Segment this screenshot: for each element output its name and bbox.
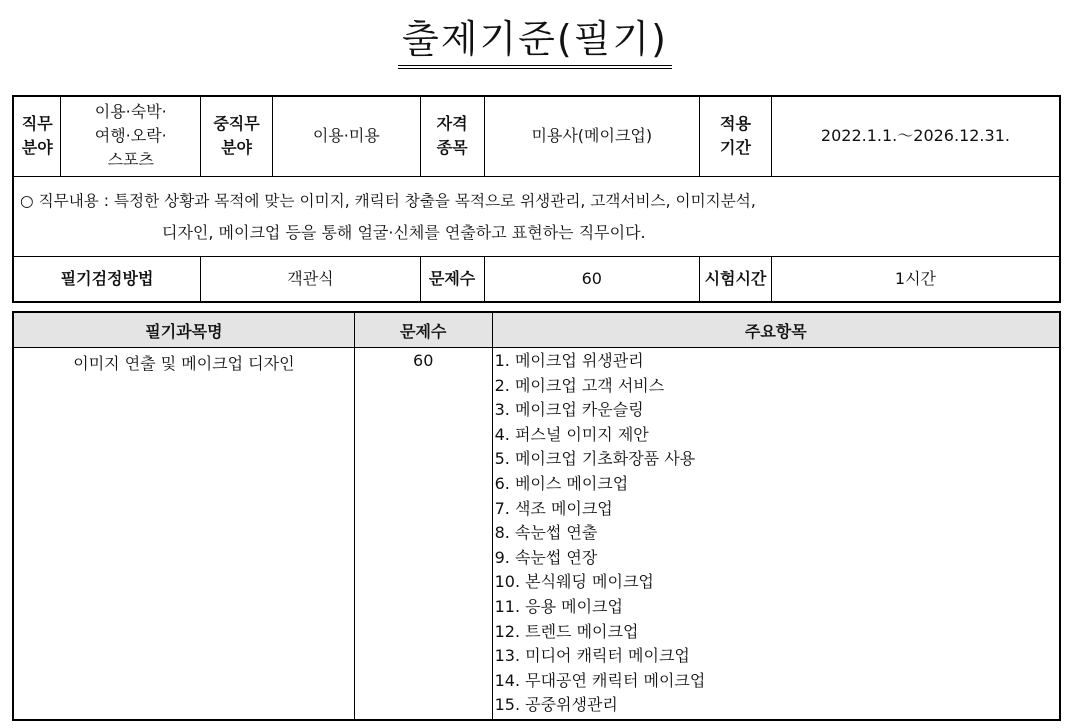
exam-time-label: 시험시간 (700, 256, 772, 302)
main-items-header: 주요항목 (492, 312, 1060, 348)
list-item: 4. 퍼스널 이미지 제안 (494, 424, 649, 444)
list-item: 15. 공중위생관리 (494, 695, 618, 715)
list-item: 8. 속눈썹 연출 (494, 523, 598, 543)
list-item: 5. 메이크업 기초화장품 사용 (494, 449, 696, 469)
list-item: 3. 메이크업 카운슬링 (494, 400, 644, 420)
question-count-header: 문제수 (354, 312, 492, 348)
list-item: 14. 무대공연 캐릭터 메이크업 (494, 670, 706, 690)
job-description-line-1: ○ 직무내용 : 특정한 상황과 목적에 맞는 이미지, 캐릭터 창출을 목적으로 위생관리, 고객서비스, 이미지분석, (20, 192, 756, 210)
list-item: 9. 속눈썹 연장 (494, 547, 598, 567)
subject-name-header: 필기과목명 (13, 312, 354, 348)
subject-table (12, 311, 1061, 721)
question-count-value: 60 (484, 256, 700, 302)
exam-time-value: 1시간 (771, 256, 1060, 302)
list-item: 13. 미디어 캐릭터 메이크업 (494, 646, 690, 666)
question-count-label: 문제수 (420, 256, 484, 302)
main-items-list (492, 348, 1060, 720)
mid-field-label: 중직무 분야 (201, 96, 273, 176)
list-item: 11. 응용 메이크업 (494, 596, 623, 616)
qualification-value: 미용사(메이크업) (484, 96, 700, 176)
period-value: 2022.1.1.～2026.12.31. (771, 96, 1060, 176)
subject-name: 이미지 연출 및 메이크업 디자인 (13, 348, 354, 720)
period-label: 적용 기간 (700, 96, 772, 176)
list-item: 6. 베이스 메이크업 (494, 473, 629, 493)
subject-count: 60 (354, 348, 492, 720)
qualification-info-table (12, 95, 1061, 303)
page-title: 출제기준(필기) (0, 8, 1070, 69)
job-description (13, 176, 1060, 256)
list-item: 7. 색조 메이크업 (494, 498, 613, 518)
job-field-label: 직무 분야 (13, 96, 61, 176)
job-field-value: 이용·숙박· 여행·오락· 스포츠 (61, 96, 201, 176)
list-item: 1. 메이크업 위생관리 (494, 351, 644, 370)
exam-method-value: 객관식 (201, 256, 421, 302)
job-description-line-2: 디자인, 메이크업 등을 통해 얼굴·신체를 연출하고 표현하는 직무이다. (162, 223, 646, 242)
exam-method-label: 필기검정방법 (13, 256, 201, 302)
list-item: 12. 트렌드 메이크업 (494, 621, 639, 641)
qualification-label: 자격 종목 (420, 96, 484, 176)
list-item: 2. 메이크업 고객 서비스 (494, 375, 665, 395)
mid-field-value: 이용·미용 (272, 96, 420, 176)
list-item: 10. 본식웨딩 메이크업 (494, 572, 654, 592)
